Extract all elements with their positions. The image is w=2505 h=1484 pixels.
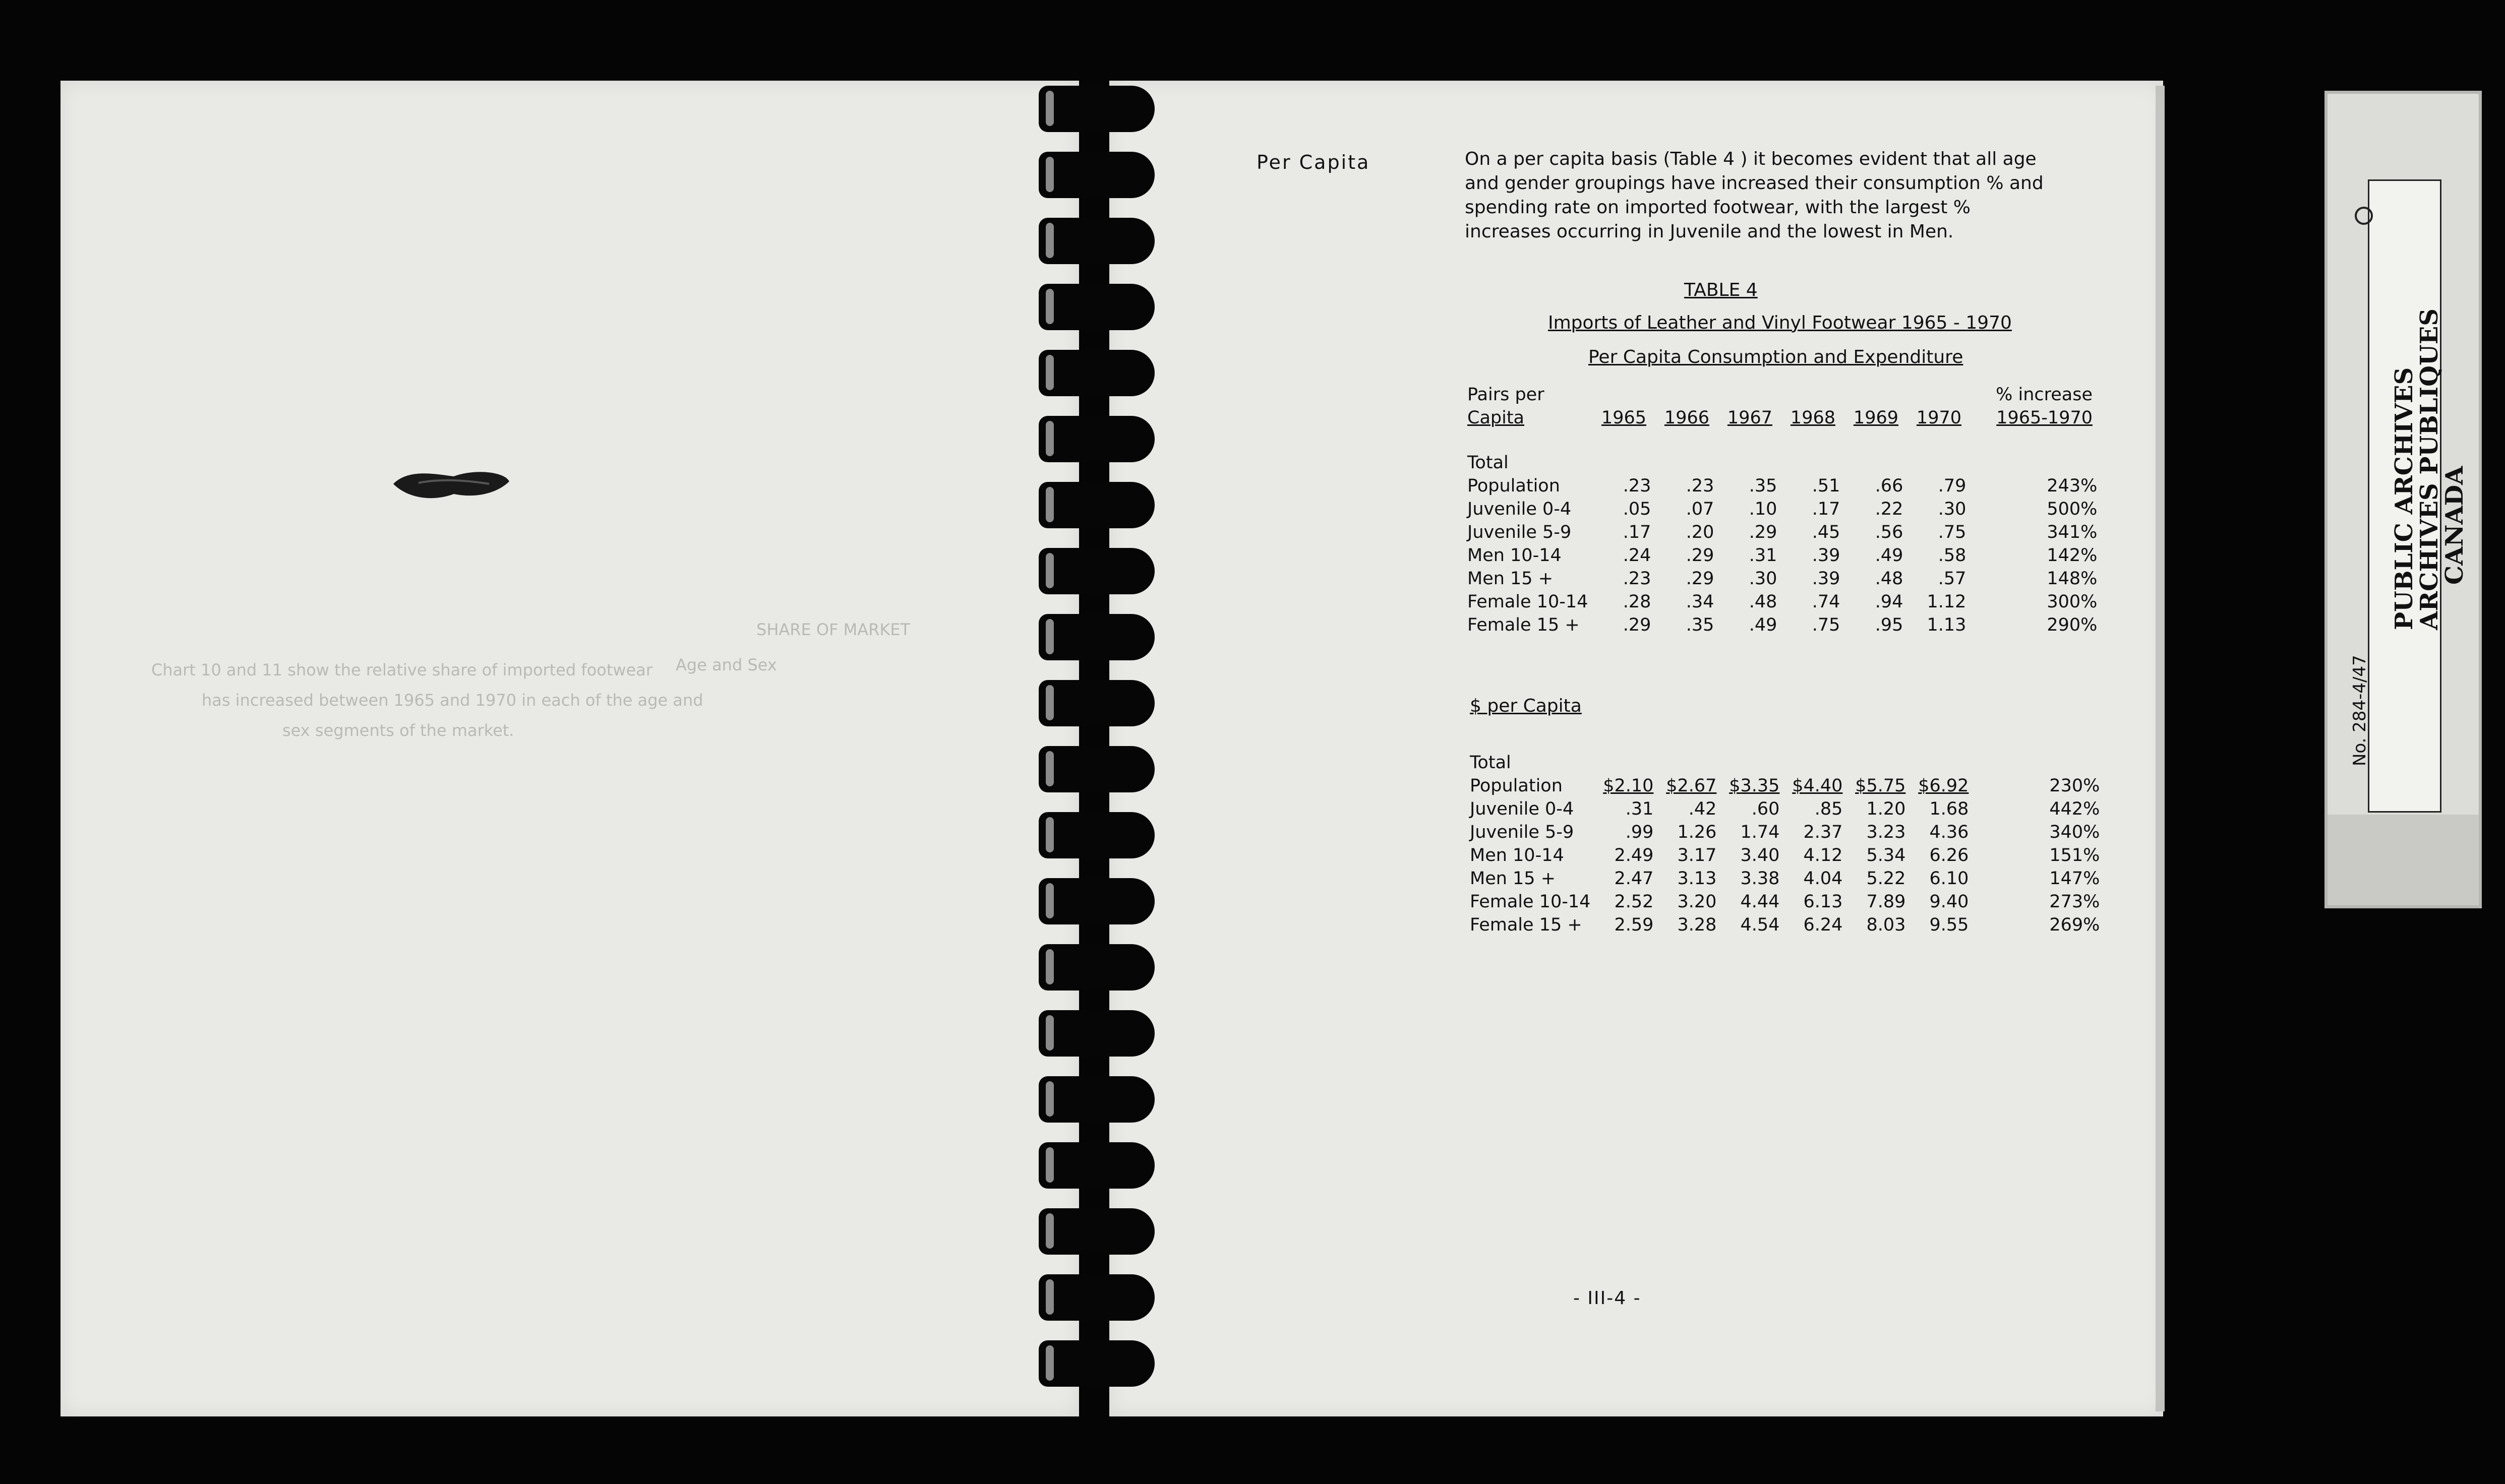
table-cell: .42: [1688, 799, 1717, 819]
row-label: Juvenile 0-4: [1470, 799, 1574, 819]
table-cell: 3.28: [1677, 915, 1717, 935]
percent-cell: 147%: [2049, 869, 2100, 889]
table-cell: 3.17: [1677, 845, 1717, 865]
ghost-text: Age and Sex: [676, 655, 777, 674]
table-cell: .60: [1751, 799, 1780, 819]
table-cell: 4.36: [1929, 822, 1969, 842]
row-label: Juvenile 0-4: [1467, 499, 1572, 519]
ghost-text: SHARE OF MARKET: [756, 620, 911, 639]
year-header: 1967: [1727, 408, 1772, 428]
table-cell: .58: [1938, 545, 1966, 566]
ghost-text: Chart 10 and 11 show the relative share of imported footwear: [151, 660, 653, 679]
table-cell: .49: [1875, 545, 1903, 566]
ghost-text: has increased between 1965 and 1970 in each of the age and: [202, 691, 703, 710]
table-cell: $2.10: [1603, 776, 1654, 796]
table-cell: .74: [1812, 592, 1840, 612]
binding-ring: [1039, 1340, 1155, 1387]
row-label: Men 15 +: [1467, 569, 1554, 589]
binding-ring: [1039, 1274, 1155, 1321]
percent-cell: 148%: [2047, 569, 2098, 589]
binding-ring: [1039, 614, 1155, 660]
percent-cell: 290%: [2047, 615, 2098, 635]
column-header: Capita: [1467, 408, 1524, 428]
table-cell: 5.34: [1866, 845, 1906, 865]
table-cell: .34: [1686, 592, 1714, 612]
table-cell: 2.47: [1614, 869, 1654, 889]
table-cell: 1.74: [1740, 822, 1780, 842]
table-cell: 6.24: [1803, 915, 1843, 935]
row-label: Female 10-14: [1470, 892, 1591, 912]
table-cell: 6.10: [1929, 869, 1969, 889]
table-cell: 4.12: [1803, 845, 1843, 865]
year-header: 1969: [1853, 408, 1898, 428]
row-label: Men 10-14: [1467, 545, 1562, 566]
pairs-per-capita-table: [1467, 451, 2102, 637]
table-cell: .75: [1938, 522, 1966, 542]
table-cell: .05: [1623, 499, 1651, 519]
binding-ring: [1039, 1142, 1155, 1189]
table-row: [1470, 913, 2105, 937]
table-row: [1467, 498, 2102, 521]
left-page: [61, 81, 1079, 1416]
table-cell: .29: [1686, 545, 1714, 566]
table-row: [1470, 844, 2105, 867]
table-cell: .07: [1686, 499, 1714, 519]
table-cell: .95: [1875, 615, 1903, 635]
table-row: [1467, 521, 2102, 544]
table-cell: .35: [1749, 476, 1777, 496]
year-header: 1965: [1601, 408, 1646, 428]
table-title: TABLE 4: [1684, 280, 1758, 300]
table-cell: .23: [1623, 569, 1651, 589]
binding-ring: [1039, 152, 1155, 198]
percent-cell: 142%: [2047, 545, 2098, 566]
table-cell: 6.26: [1929, 845, 1969, 865]
binding-ring: [1039, 1208, 1155, 1255]
table-cell: .17: [1812, 499, 1840, 519]
table-cell: .51: [1812, 476, 1840, 496]
binding-ring: [1039, 1010, 1155, 1057]
table-cell: .31: [1749, 545, 1777, 566]
table-cell: .23: [1623, 476, 1651, 496]
binding-ring: [1039, 86, 1155, 132]
binding-ring: [1039, 1076, 1155, 1123]
table-cell: .48: [1749, 592, 1777, 612]
percent-cell: 300%: [2047, 592, 2098, 612]
table-cell: .99: [1625, 822, 1654, 842]
table-cell: 8.03: [1866, 915, 1906, 935]
table-cell: .79: [1938, 476, 1966, 496]
table-cell: 3.23: [1866, 822, 1906, 842]
table-row: [1470, 774, 2105, 797]
row-group-label: Total: [1467, 453, 1509, 473]
archive-title: PUBLIC ARCHIVES: [2390, 367, 2418, 630]
table-cell: .56: [1875, 522, 1903, 542]
table-cell: 1.68: [1929, 799, 1969, 819]
binding-ring: [1039, 548, 1155, 594]
table-cell: .75: [1812, 615, 1840, 635]
year-header: 1966: [1664, 408, 1709, 428]
row-label: Female 15 +: [1467, 615, 1580, 635]
table-cell: .30: [1938, 499, 1966, 519]
binding-ring: [1039, 812, 1155, 858]
table-row: [1467, 567, 2102, 590]
binding-ring: [1039, 284, 1155, 330]
table-cell: 7.89: [1866, 892, 1906, 912]
label-notch: [2328, 815, 2479, 905]
percent-cell: 243%: [2047, 476, 2098, 496]
percent-cell: 230%: [2049, 776, 2100, 796]
table-row: [1470, 821, 2105, 844]
binding-ring: [1039, 878, 1155, 924]
binding-ring: [1039, 416, 1155, 462]
percent-cell: 273%: [2049, 892, 2100, 912]
binding-ring: [1039, 746, 1155, 792]
percent-cell: 340%: [2049, 822, 2100, 842]
table-cell: $4.40: [1792, 776, 1843, 796]
ink-smudge: [388, 464, 514, 504]
section-label: $ per Capita: [1470, 696, 1582, 716]
binding-ring: [1039, 218, 1155, 264]
row-label: Men 10-14: [1470, 845, 1564, 865]
year-header: 1970: [1916, 408, 1961, 428]
table-subtitle: Imports of Leather and Vinyl Footwear 1965 - 1970: [1548, 313, 2012, 333]
dollars-per-capita-table: [1470, 751, 2105, 937]
row-label: Female 15 +: [1470, 915, 1582, 935]
spiral-binding: [1039, 86, 1155, 1427]
table-cell: 1.26: [1677, 822, 1717, 842]
table-cell: 2.52: [1614, 892, 1654, 912]
table-header: [1467, 383, 2098, 429]
table-cell: 3.38: [1740, 869, 1780, 889]
page-number: - III-4 -: [1573, 1288, 1641, 1309]
archive-title: ARCHIVES PUBLIQUES: [2415, 308, 2443, 630]
table-cell: 2.59: [1614, 915, 1654, 935]
percent-cell: 269%: [2049, 915, 2100, 935]
table-row: [1467, 474, 2102, 498]
table-cell: .23: [1686, 476, 1714, 496]
row-label: Juvenile 5-9: [1470, 822, 1574, 842]
table-cell: .48: [1875, 569, 1903, 589]
table-cell: .49: [1749, 615, 1777, 635]
right-page: [1109, 81, 2163, 1416]
archive-title: CANADA: [2440, 466, 2469, 585]
table-subtitle: Per Capita Consumption and Expenditure: [1588, 347, 1963, 367]
table-cell: .30: [1749, 569, 1777, 589]
table-cell: 3.40: [1740, 845, 1780, 865]
percent-cell: 500%: [2047, 499, 2098, 519]
row-label: Population: [1470, 776, 1563, 796]
binding-ring: [1039, 350, 1155, 396]
table-cell: .35: [1686, 615, 1714, 635]
table-cell: 3.13: [1677, 869, 1717, 889]
table-cell: .39: [1812, 545, 1840, 566]
table-cell: .28: [1623, 592, 1651, 612]
binding-ring: [1039, 482, 1155, 528]
table-cell: 4.54: [1740, 915, 1780, 935]
table-cell: .10: [1749, 499, 1777, 519]
table-cell: .39: [1812, 569, 1840, 589]
percent-cell: 341%: [2047, 522, 2098, 542]
column-header: % increase: [1996, 385, 2093, 405]
table-cell: $2.67: [1666, 776, 1717, 796]
table-cell: 9.40: [1929, 892, 1969, 912]
table-cell: 5.22: [1866, 869, 1906, 889]
table-cell: 4.04: [1803, 869, 1843, 889]
table-cell: .20: [1686, 522, 1714, 542]
hole-icon: [2355, 207, 2373, 225]
table-cell: 1.20: [1866, 799, 1906, 819]
intro-paragraph: On a per capita basis (Table 4 ) it becomes evident that all age and gender groupings have increased their consumption % and spending rate on imported footwear, with the largest % increases occurring in Juvenile and the lowest in Men.: [1465, 149, 2044, 242]
archive-number: No. 284-4/47: [2350, 655, 2370, 766]
year-header: 1968: [1790, 408, 1835, 428]
table-cell: .94: [1875, 592, 1903, 612]
table-cell: 3.20: [1677, 892, 1717, 912]
side-heading: Per Capita: [1257, 151, 1370, 173]
table-cell: 1.13: [1927, 615, 1966, 635]
table-cell: .24: [1623, 545, 1651, 566]
table-row: [1470, 867, 2105, 890]
table-cell: .45: [1812, 522, 1840, 542]
column-header: Pairs per: [1467, 385, 1544, 405]
binding-ring: [1039, 680, 1155, 726]
page-edge: [2156, 86, 2165, 1411]
table-cell: 2.49: [1614, 845, 1654, 865]
table-row: [1467, 613, 2102, 637]
row-label: Men 15 +: [1470, 869, 1556, 889]
table-cell: .57: [1938, 569, 1966, 589]
percent-cell: 151%: [2049, 845, 2100, 865]
column-header: 1965-1970: [1996, 408, 2093, 428]
table-cell: .29: [1623, 615, 1651, 635]
table-cell: .29: [1686, 569, 1714, 589]
table-row: [1470, 890, 2105, 913]
table-cell: 9.55: [1929, 915, 1969, 935]
row-label: Population: [1467, 476, 1560, 496]
table-cell: 2.37: [1803, 822, 1843, 842]
table-row: [1470, 797, 2105, 821]
table-row: [1467, 544, 2102, 567]
table-cell: $6.92: [1918, 776, 1969, 796]
table-cell: 1.12: [1927, 592, 1966, 612]
binding-ring: [1039, 944, 1155, 991]
ghost-text: sex segments of the market.: [282, 721, 514, 740]
table-row: [1467, 590, 2102, 613]
table-cell: .17: [1623, 522, 1651, 542]
table-cell: .29: [1749, 522, 1777, 542]
table-cell: 4.44: [1740, 892, 1780, 912]
table-cell: .85: [1814, 799, 1843, 819]
table-cell: 6.13: [1803, 892, 1843, 912]
row-group-label: Total: [1470, 753, 1511, 773]
row-label: Female 10-14: [1467, 592, 1588, 612]
table-cell: .31: [1625, 799, 1654, 819]
table-cell: $3.35: [1729, 776, 1780, 796]
table-cell: .22: [1875, 499, 1903, 519]
table-cell: $5.75: [1855, 776, 1906, 796]
table-cell: .66: [1875, 476, 1903, 496]
percent-cell: 442%: [2049, 799, 2100, 819]
row-label: Juvenile 5-9: [1467, 522, 1572, 542]
